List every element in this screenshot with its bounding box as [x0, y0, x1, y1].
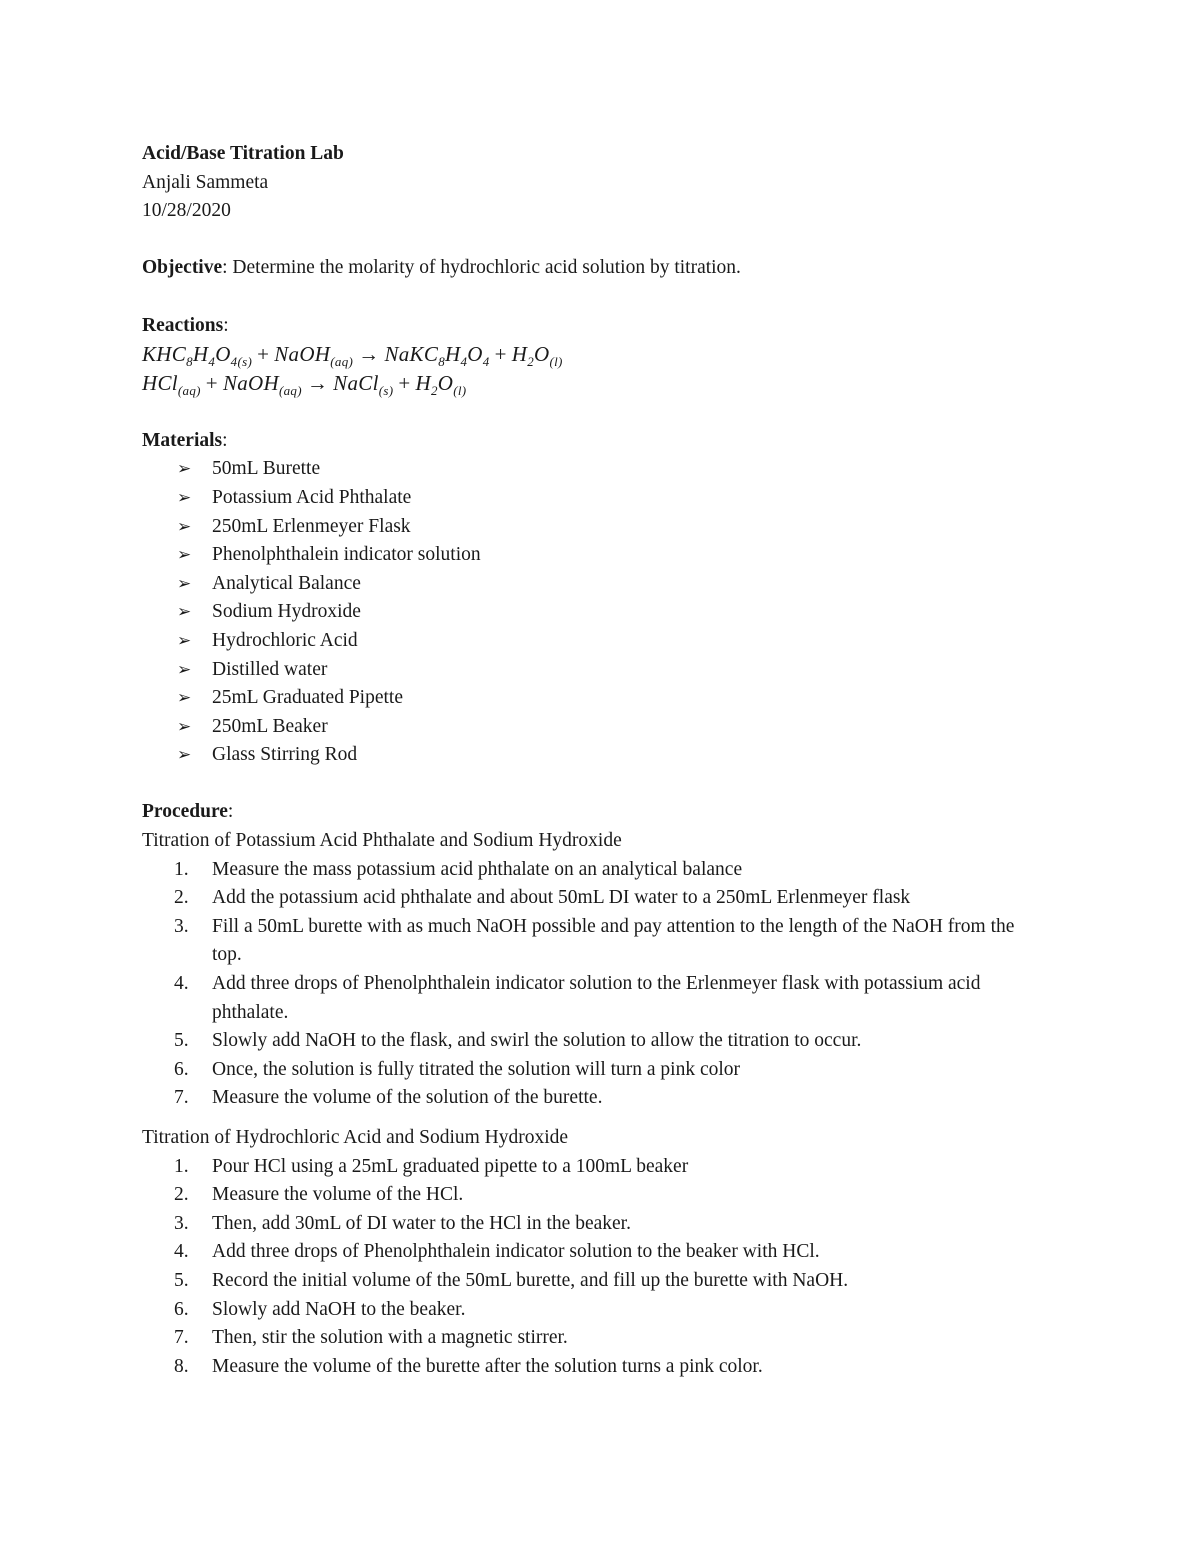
document-body	[142, 140, 1042, 1381]
material-name: 250mL Beaker	[212, 715, 328, 737]
procedure-step	[142, 1056, 1042, 1085]
procedure-part2-steps	[142, 1153, 1042, 1382]
plus-sign: +	[257, 342, 270, 367]
objective-label: Objective	[142, 257, 223, 279]
materials-label: Materials	[142, 429, 223, 451]
arrow-bullet-icon: ➢	[177, 516, 192, 536]
material-name: Hydrochloric Acid	[212, 629, 358, 651]
step-number: 1.	[174, 1155, 189, 1177]
material-name: 50mL Burette	[212, 458, 321, 480]
step-number: 4.	[174, 1241, 189, 1263]
eq1-sub: 4	[482, 354, 490, 370]
document-title: Acid/Base Titration Lab	[142, 143, 344, 164]
materials-list	[142, 455, 1042, 770]
eq2-sub: (aq)	[177, 383, 201, 399]
procedure-step	[142, 1210, 1042, 1239]
arrow-bullet-icon: ➢	[177, 630, 192, 650]
procedure-step	[142, 1324, 1042, 1353]
eq1-term: O	[215, 342, 231, 367]
eq1-term: H	[445, 342, 461, 367]
arrow-bullet-icon: ➢	[177, 716, 192, 736]
step-text: Then, stir the solution with a magnetic stirrer.	[212, 1327, 568, 1349]
procedure-part1-steps	[142, 856, 1042, 1113]
step-number: 5.	[174, 1030, 189, 1052]
step-number: 7.	[174, 1327, 189, 1349]
arrow-bullet-icon: ➢	[177, 545, 192, 565]
eq2-term: HCl	[142, 371, 178, 396]
eq2-sub: (s)	[378, 383, 394, 399]
material-name: Phenolphthalein indicator solution	[212, 544, 481, 566]
eq2-term: NaCl	[333, 371, 379, 396]
step-text: Add the potassium acid phthalate and about 50mL DI water to a 250mL Erlenmeyer flask	[212, 887, 911, 909]
eq1-sub: 4	[460, 354, 468, 370]
eq1-sub: (l)	[549, 354, 563, 370]
eq1-sub: 4(s)	[230, 354, 253, 370]
spacer	[142, 226, 1042, 255]
eq1-sub: 4	[208, 354, 216, 370]
eq2-term: O	[437, 371, 454, 396]
materials-heading	[142, 427, 1042, 456]
objective-text: : Determine the molarity of hydrochloric acid solution by titration.	[222, 257, 741, 279]
eq1-term: NaOH	[274, 342, 331, 367]
step-number: 3.	[174, 1212, 189, 1234]
eq1-sub: 8	[438, 354, 445, 370]
procedure-step	[142, 856, 1042, 885]
procedure-step	[142, 1296, 1042, 1325]
eq1-term: O	[534, 342, 550, 367]
reactions-colon: :	[223, 314, 229, 336]
eq2-sub: (aq)	[278, 383, 302, 399]
procedure-step	[142, 1267, 1042, 1296]
procedure-step	[142, 1153, 1042, 1182]
step-number: 7.	[174, 1087, 189, 1109]
step-number: 6.	[174, 1298, 189, 1320]
step-text: Add three drops of Phenolphthalein indicator solution to the beaker with HCl.	[212, 1241, 820, 1263]
arrow-bullet-icon: ➢	[177, 602, 192, 622]
arrow-bullet-icon: ➢	[177, 573, 192, 593]
arrow-bullet-icon: ➢	[177, 688, 192, 708]
procedure-step	[142, 884, 1042, 913]
procedure-step	[142, 1238, 1042, 1267]
step-text: Measure the volume of the burette after the solution turns a pink color.	[212, 1355, 763, 1377]
step-text: Then, add 30mL of DI water to the HCl in the beaker.	[212, 1212, 631, 1234]
material-name: Sodium Hydroxide	[212, 601, 361, 623]
spacer	[142, 398, 1042, 427]
plus-sign: +	[494, 342, 507, 367]
step-number: 6.	[174, 1058, 189, 1080]
step-number: 1.	[174, 858, 189, 880]
step-number: 2.	[174, 1184, 189, 1206]
arrow-bullet-icon: ➢	[177, 745, 192, 765]
procedure-step	[142, 970, 1042, 1027]
materials-list-item	[142, 541, 1042, 570]
materials-list-item	[142, 484, 1042, 513]
step-text: Slowly add NaOH to the beaker.	[212, 1298, 466, 1320]
step-text: Slowly add NaOH to the flask, and swirl the solution to allow the titration to occur.	[212, 1030, 862, 1052]
eq1-term: KHC	[142, 342, 187, 367]
materials-list-item	[142, 713, 1042, 742]
step-text: Once, the solution is fully titrated the solution will turn a pink color	[212, 1058, 741, 1080]
materials-list-item	[142, 627, 1042, 656]
step-text: Add three drops of Phenolphthalein indicator solution to the Erlenmeyer flask with potassium acid phthalate.	[212, 973, 981, 1023]
step-text: Fill a 50mL burette with as much NaOH possible and pay attention to the length of the NaOH from the top.	[212, 915, 1015, 966]
arrow-bullet-icon: ➢	[177, 487, 192, 507]
eq1-term: O	[467, 342, 483, 367]
materials-colon: :	[222, 429, 228, 451]
reactions-heading	[142, 312, 1042, 341]
objective-section	[142, 254, 1042, 283]
eq2-sub: (l)	[453, 383, 467, 399]
author-name: Anjali Sammeta	[142, 171, 269, 193]
spacer	[142, 770, 1042, 799]
step-text: Record the initial volume of the 50mL burette, and fill up the burette with NaOH.	[212, 1269, 849, 1291]
step-number: 3.	[174, 915, 189, 937]
step-number: 2.	[174, 887, 189, 909]
arrow-bullet-icon: ➢	[177, 459, 192, 479]
step-text: Pour HCl using a 25mL graduated pipette to a 100mL beaker	[212, 1155, 689, 1177]
material-name: 25mL Graduated Pipette	[212, 687, 403, 709]
eq1-sub: 8	[186, 354, 193, 370]
procedure-heading	[142, 798, 1042, 827]
plus-sign: +	[205, 371, 218, 396]
step-text: Measure the volume of the solution of the burette.	[212, 1087, 603, 1109]
materials-list-item	[142, 570, 1042, 599]
procedure-part2-heading: Titration of Hydrochloric Acid and Sodium Hydroxide	[142, 1127, 569, 1148]
materials-list-item	[142, 656, 1042, 685]
eq2-term: H	[415, 371, 431, 396]
procedure-label: Procedure	[142, 801, 228, 823]
reaction-arrow-icon: →	[306, 371, 329, 396]
materials-list-item	[142, 513, 1042, 542]
materials-list-item	[142, 741, 1042, 770]
material-name: Analytical Balance	[212, 572, 361, 594]
eq2-sub: 2	[430, 383, 438, 399]
eq1-sub: 2	[527, 354, 534, 370]
eq1-sub: (aq)	[330, 354, 354, 370]
arrow-bullet-icon: ➢	[177, 659, 192, 679]
eq1-term: NaKC	[384, 342, 439, 367]
procedure-step	[142, 1353, 1042, 1382]
eq2-term: NaOH	[222, 371, 279, 396]
spacer	[142, 1113, 1042, 1124]
procedure-step	[142, 913, 1042, 970]
procedure-step	[142, 1084, 1042, 1113]
document-date: 10/28/2020	[142, 200, 231, 222]
reaction-arrow-icon: →	[358, 342, 380, 367]
procedure-part1-heading: Titration of Potassium Acid Phthalate and Sodium Hydroxide	[142, 830, 622, 852]
step-number: 8.	[174, 1355, 189, 1377]
procedure-step	[142, 1027, 1042, 1056]
reaction-equation-2	[142, 369, 1042, 398]
procedure-colon: :	[227, 801, 234, 823]
reactions-label: Reactions	[142, 314, 224, 336]
reaction-equation-1	[142, 340, 1042, 369]
material-name: Glass Stirring Rod	[212, 744, 358, 766]
eq1-term: H	[192, 342, 209, 367]
procedure-step	[142, 1181, 1042, 1210]
material-name: 250mL Erlenmeyer Flask	[212, 515, 411, 537]
spacer	[142, 283, 1042, 312]
step-number: 5.	[174, 1269, 189, 1291]
materials-list-item	[142, 455, 1042, 484]
step-number: 4.	[174, 973, 189, 995]
materials-list-item	[142, 598, 1042, 627]
materials-list-item	[142, 684, 1042, 713]
step-text: Measure the mass potassium acid phthalate on an analytical balance	[212, 858, 743, 880]
step-text: Measure the volume of the HCl.	[212, 1184, 464, 1206]
eq1-term: H	[511, 342, 528, 367]
material-name: Distilled water	[212, 658, 328, 680]
plus-sign: +	[398, 371, 411, 396]
material-name: Potassium Acid Phthalate	[212, 486, 412, 508]
